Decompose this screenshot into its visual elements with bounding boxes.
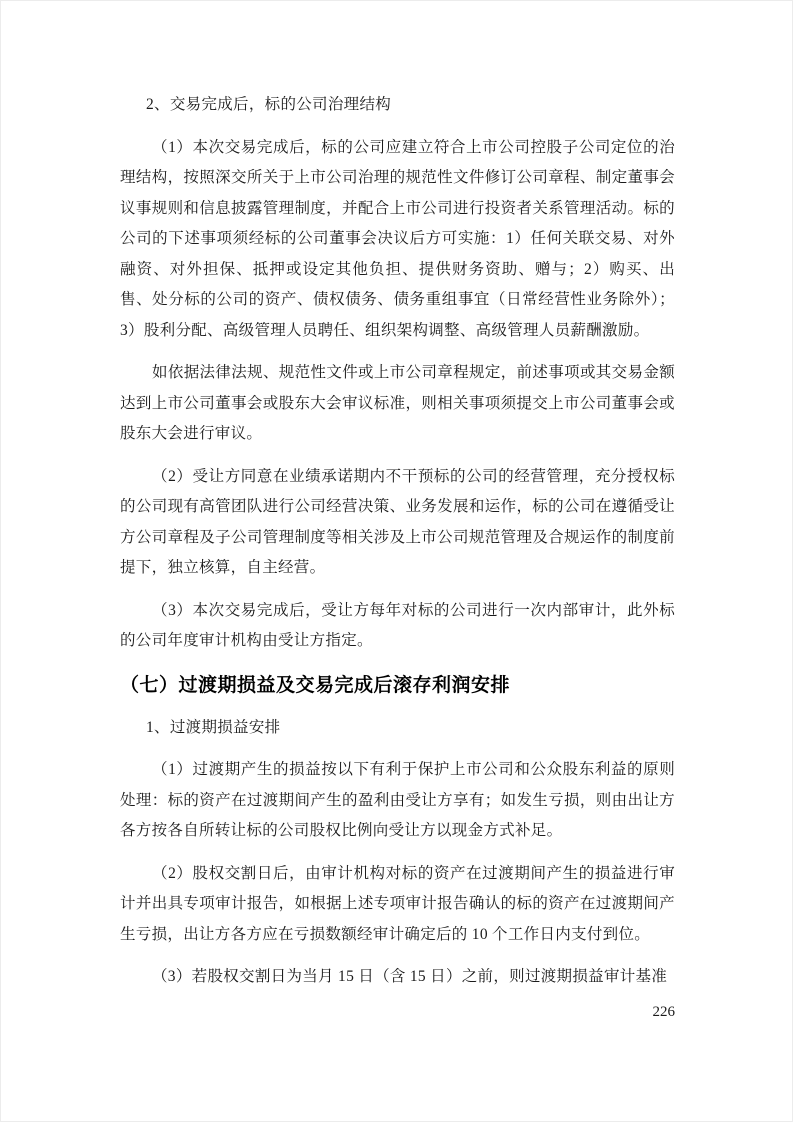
paragraph-transition-3: （3）若股权交割日为当月 15 日（含 15 日）之前，则过渡期损益审计基准 [152, 968, 668, 985]
subsection-heading-1: 1、过渡期损益安排 [146, 718, 281, 736]
paragraph-transition-1: （1）过渡期产生的损益按以下有利于保护上市公司和公众股东利益的原则处理：标的资产在过渡期间产生的盈利由受让方享有；如发生亏损，则由出让方各方按各自所转让标的公司股权比例向受让方以现金方式补足。 [120, 761, 675, 839]
paragraph-governance-2: （2）受让方同意在业绩承诺期内不干预标的公司的经营管理，充分授权标的公司现有高管团队进行公司经营决策、业务发展和运作，标的公司在遵循受让方公司章程及子公司管理制度等相关涉及上市公司规范管理及合规运作的制度前提下，独立核算，自主经营。 [120, 467, 675, 576]
paragraph-governance-3: （3）本次交易完成后，受让方每年对标的公司进行一次内部审计，此外标的公司年度审计机构由受让方指定。 [120, 601, 675, 649]
subsection-heading-2: 2、交易完成后，标的公司治理结构 [146, 96, 392, 113]
paragraph-transition-2: （2）股权交割日后，由审计机构对标的资产在过渡期间产生的损益进行审计并出具专项审计报告，如根据上述专项审计报告确认的标的资产在过渡期间产生亏损，出让方各方应在亏损数额经审计确定后的 10 个工作日内支付到位。 [120, 864, 675, 943]
paragraph-governance-review: 如依据法律法规、规范性文件或上市公司章程规定，前述事项或其交易金额达到上市公司董事会或股东大会审议标准，则相关事项须提交上市公司董事会或股东大会进行审议。 [120, 364, 675, 442]
paragraph-governance-1: （1）本次交易完成后，标的公司应建立符合上市公司控股子公司定位的治理结构，按照深交所关于上市公司治理的规范性文件修订公司章程、制定董事会议事规则和信息披露管理制度，并配合上市公司进行投资者关系管理活动。标的公司的下述事项须经标的公司董事会决议后方可实施：1）任何关联交易、对外融资、对外担保、抵押或设定其他负担、提供财务资助、赠与；2）购买、出售、处分标的公司的资产、债权债务、债务重组事宜（日常经营性业务除外）；3）股利分配、高级管理人员聘任、组织架构调整、高级管理人员薪酬激励。 [120, 138, 675, 339]
page-content [120, 90, 675, 1005]
section-heading-7: （七）过渡期损益及交易完成后滚存利润安排 [120, 674, 511, 696]
page-number: 226 [652, 1004, 675, 1020]
